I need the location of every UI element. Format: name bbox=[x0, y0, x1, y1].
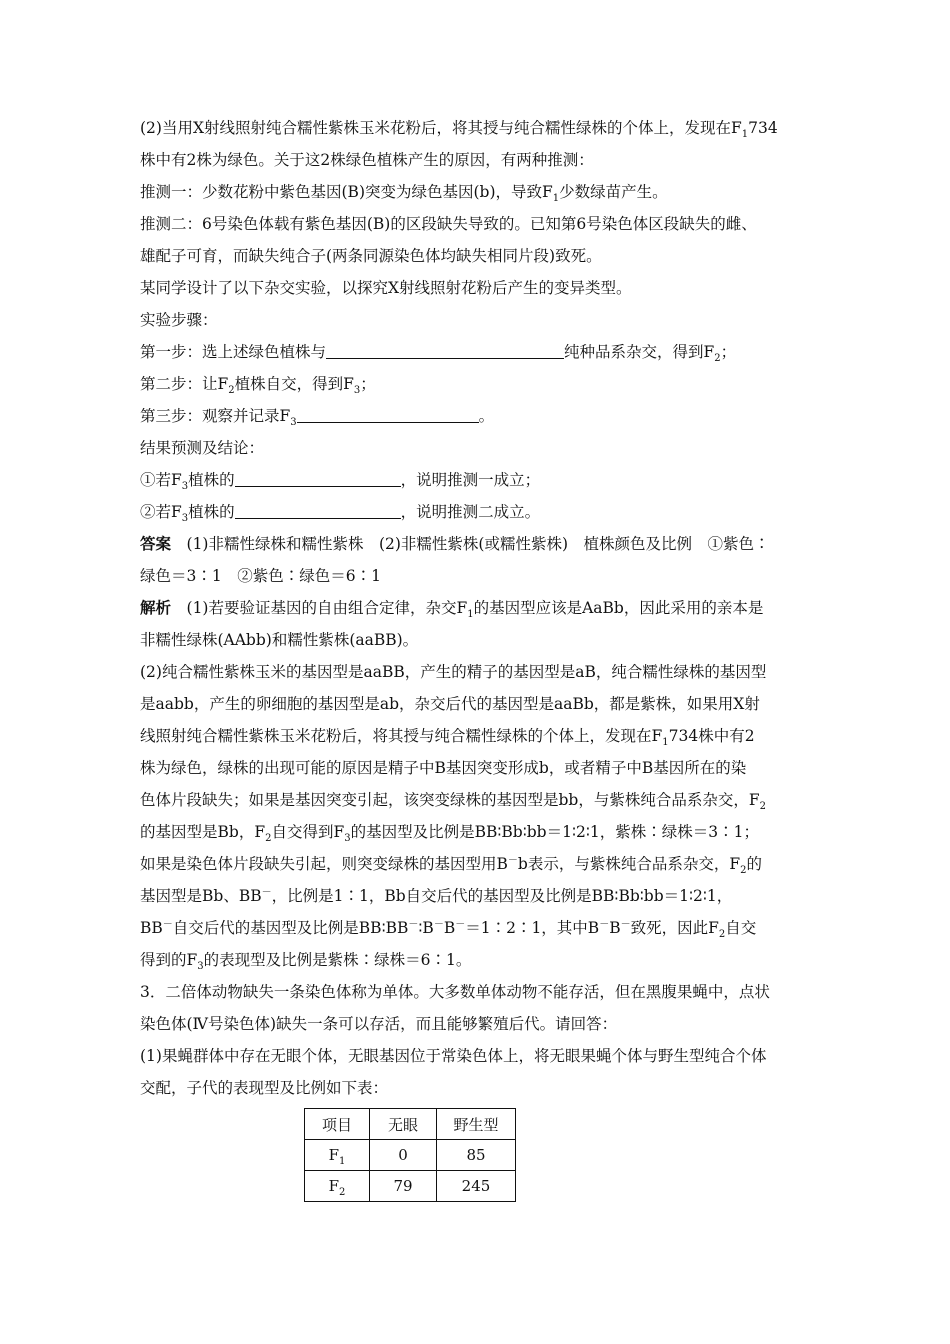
answer-line2: 绿色＝3∶1 ②紫色∶绿色＝6∶1 bbox=[140, 567, 381, 585]
analysis-p2-line2: 是aabb，产生的卵细胞的基因型是ab，杂交后代的基因型是aaBb，都是紫株，如果用X射 bbox=[140, 695, 760, 713]
subscript: 2 bbox=[759, 801, 766, 813]
analysis-p2-line4: 株为绿色，绿株的出现可能的原因是精子中B基因突变形成b，或者精子中B基因所在的染 bbox=[140, 759, 747, 777]
text: ； bbox=[360, 375, 376, 393]
question3-line1: 3．二倍体动物缺失一条染色体称为单体。大多数单体动物不能存活，但在黑腹果蝇中，点状 bbox=[140, 983, 770, 1001]
analysis-p2-line3 bbox=[140, 720, 820, 752]
text: 第一步：选上述绿色植株与 bbox=[140, 343, 327, 361]
text: 的基因型应该是AaBb，因此采用的亲本是 bbox=[473, 599, 764, 617]
superscript: － bbox=[599, 918, 610, 930]
analysis-p2-line9 bbox=[140, 912, 820, 944]
superscript: － bbox=[507, 854, 518, 866]
text: (1)若要验证基因的自由组合定律，杂交F bbox=[186, 599, 468, 617]
text: 自交 bbox=[725, 919, 757, 937]
answer-blank bbox=[235, 468, 401, 487]
answer-line1 bbox=[140, 528, 820, 560]
text: 自交后代的基因型及比例是BB∶BB bbox=[172, 919, 409, 937]
experiment-design: 某同学设计了以下杂交实验，以探究X射线照射花粉后产生的变异类型。 bbox=[140, 279, 632, 297]
question2-intro-line2: 株中有2株为绿色。关于这2株绿色植株产生的原因，有两种推测： bbox=[140, 151, 594, 169]
text: 植株的 bbox=[188, 503, 235, 521]
superscript: － bbox=[408, 918, 419, 930]
table-header-cell: 无眼 bbox=[370, 1109, 437, 1140]
text: ，比例是1∶1，Bb自交后代的基因型及比例是BB∶Bb∶bb＝1∶2∶1， bbox=[271, 887, 733, 905]
text: 的 bbox=[746, 855, 762, 873]
text: 734 bbox=[748, 119, 778, 137]
text: 自交得到F bbox=[271, 823, 345, 841]
steps-heading: 实验步骤： bbox=[140, 311, 218, 329]
table-row bbox=[305, 1171, 516, 1202]
text: 色体片段缺失；如果是基因突变引起，该突变绿株的基因型是bb，与紫株纯合品系杂交，F bbox=[140, 791, 760, 809]
text: 的表现型及比例是紫株∶绿株＝6∶1。 bbox=[203, 951, 472, 969]
step-one bbox=[140, 336, 820, 368]
question3-line2: 染色体(Ⅳ号染色体)缺失一条可以存活，而且能够繁殖后代。请回答： bbox=[140, 1015, 618, 1033]
text: ； bbox=[720, 343, 737, 361]
superscript: － bbox=[162, 918, 173, 930]
subscript: 2 bbox=[714, 353, 721, 365]
text: (1)非糯性绿株和糯性紫株 (2)非糯性紫株(或糯性紫株) 植株颜色及比例 ①紫色∶ bbox=[186, 535, 770, 553]
step-two bbox=[140, 368, 820, 400]
table-cell: 85 bbox=[437, 1140, 516, 1171]
table-cell: 245 bbox=[437, 1171, 516, 1202]
subscript: 3 bbox=[344, 833, 351, 845]
text: B bbox=[609, 919, 621, 937]
superscript: － bbox=[261, 886, 272, 898]
table-row bbox=[305, 1140, 516, 1171]
analysis-p2-line7 bbox=[140, 848, 820, 880]
text: 如果是染色体片段缺失引起，则突变绿株的基因型用B bbox=[140, 855, 508, 873]
text: ∶B bbox=[418, 919, 434, 937]
text: (2)当用X射线照射纯合糯性紫株玉米花粉后，将其授与纯合糯性绿株的个体上，发现在F bbox=[140, 119, 742, 137]
table-cell: 79 bbox=[370, 1171, 437, 1202]
table-header-row bbox=[305, 1109, 516, 1140]
subscript: 2 bbox=[339, 1187, 346, 1198]
question3-line3: (1)果蝇群体中存在无眼个体，无眼基因位于常染色体上，将无眼果蝇个体与野生型纯合个体 bbox=[140, 1047, 767, 1065]
analysis-p2-line10 bbox=[140, 944, 820, 976]
text: 第三步：观察并记录F bbox=[140, 407, 291, 425]
text: 致死，因此F bbox=[630, 919, 719, 937]
superscript: － bbox=[455, 918, 466, 930]
text: 线照射纯合糯性紫株玉米花粉后，将其授与纯合糯性绿株的个体上，发现在F bbox=[140, 727, 663, 745]
step-three bbox=[140, 400, 820, 432]
hypothesis-two-line1: 推测二：6号染色体载有紫色基因(B)的区段缺失导致的。已知第6号染色体区段缺失的雌、 bbox=[140, 215, 757, 233]
answer-blank bbox=[235, 500, 401, 519]
subscript: 1 bbox=[741, 129, 749, 141]
analysis-p2-line8 bbox=[140, 880, 820, 912]
subscript: 1 bbox=[552, 193, 560, 205]
text: 得到的F bbox=[140, 951, 198, 969]
text: 的基因型是Bb，F bbox=[140, 823, 266, 841]
subscript: 3 bbox=[290, 417, 297, 429]
text: ，说明推测一成立； bbox=[400, 471, 541, 489]
answer-label: 答案 bbox=[140, 534, 172, 553]
results-table bbox=[304, 1108, 516, 1202]
text: ②若F bbox=[140, 503, 182, 521]
subscript: 2 bbox=[740, 865, 747, 877]
analysis-p2-line1: (2)纯合糯性紫株玉米的基因型是aaBB，产生的精子的基因型是aB，纯合糯性绿株的基因型 bbox=[140, 663, 767, 681]
subscript: 3 bbox=[181, 481, 189, 493]
analysis-p2-line5 bbox=[140, 784, 820, 816]
text: B bbox=[443, 919, 456, 937]
table-header-cell: 野生型 bbox=[437, 1109, 516, 1140]
table-cell: 0 bbox=[370, 1140, 437, 1171]
subscript: 1 bbox=[339, 1156, 346, 1167]
superscript: － bbox=[620, 918, 631, 930]
text: 第二步：让F bbox=[140, 375, 229, 393]
text: 植株自交，得到F bbox=[234, 375, 354, 393]
answer-blank bbox=[297, 404, 479, 423]
text: 。 bbox=[478, 407, 495, 425]
prediction-one bbox=[140, 464, 820, 496]
text: 推测一：少数花粉中紫色基因(B)突变为绿色基因(b)，导致F bbox=[140, 183, 553, 201]
subscript: 1 bbox=[467, 609, 474, 621]
text: 的基因型及比例是BB∶Bb∶bb＝1∶2∶1，紫株∶绿株＝3∶1； bbox=[350, 823, 759, 841]
hypothesis-one bbox=[140, 176, 820, 208]
subscript: 2 bbox=[265, 833, 272, 845]
text: b表示，与紫株纯合品系杂交，F bbox=[517, 855, 741, 873]
subscript: 2 bbox=[718, 929, 726, 941]
hypothesis-two-line2: 雄配子可育，而缺失纯合子(两条同源染色体均缺失相同片段)致死。 bbox=[140, 247, 602, 265]
subscript: 3 bbox=[353, 385, 361, 397]
analysis-line1 bbox=[140, 592, 820, 624]
subscript: 3 bbox=[181, 513, 189, 525]
subscript: 2 bbox=[228, 385, 235, 397]
subscript: 3 bbox=[197, 961, 204, 973]
prediction-heading: 结果预测及结论： bbox=[140, 439, 265, 457]
text: 纯种品系杂交，得到F bbox=[564, 343, 715, 361]
question2-intro-line1 bbox=[140, 112, 820, 144]
analysis-label: 解析 bbox=[140, 598, 172, 617]
analysis-line2: 非糯性绿株(AAbb)和糯性紫株(aaBB)。 bbox=[140, 631, 419, 649]
text: 734株中有2 bbox=[668, 727, 755, 745]
analysis-p2-line6 bbox=[140, 816, 820, 848]
question3-line4: 交配，子代的表现型及比例如下表： bbox=[140, 1079, 389, 1097]
answer-blank bbox=[326, 340, 564, 359]
text: 基因型是Bb、BB bbox=[140, 887, 262, 905]
prediction-two bbox=[140, 496, 820, 528]
text: ①若F bbox=[140, 471, 182, 489]
table-cell bbox=[305, 1171, 370, 1202]
text: ＝1∶2∶1，其中B bbox=[465, 919, 600, 937]
text: F bbox=[328, 1177, 340, 1195]
text: 植株的 bbox=[188, 471, 235, 489]
text: ，说明推测二成立。 bbox=[400, 503, 541, 521]
table-cell bbox=[305, 1140, 370, 1171]
table-header-cell: 项目 bbox=[305, 1109, 370, 1140]
text: 少数绿苗产生。 bbox=[559, 183, 668, 201]
superscript: － bbox=[433, 918, 444, 930]
text: F bbox=[328, 1146, 340, 1164]
subscript: 1 bbox=[662, 737, 669, 749]
text: BB bbox=[140, 919, 163, 937]
